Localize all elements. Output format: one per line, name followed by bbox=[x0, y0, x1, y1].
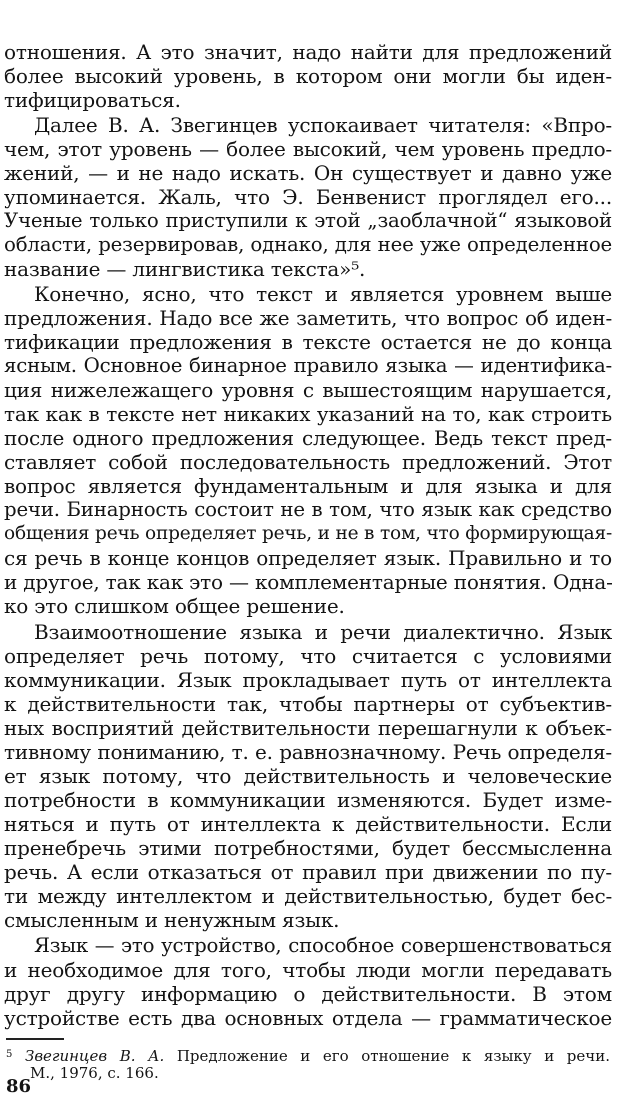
text-line: ных восприятий действительности перешагнули к объек- bbox=[4, 716, 612, 740]
text-line: тификации предложения в тексте остается не до конца bbox=[4, 330, 612, 354]
text-line: название — лингвистика текста»⁵. bbox=[4, 257, 366, 281]
text-line: пренебречь этими потребностями, будет бессмысленна bbox=[4, 836, 612, 860]
text-line: ет язык потому, что действительность и человеческие bbox=[4, 764, 612, 788]
text-line: ти между интеллектом и действительностью, будет бес- bbox=[4, 884, 612, 908]
text-line: устройстве есть два основных отдела — грамматическое bbox=[4, 1006, 612, 1030]
text-line: Ученые только приступили к этой „заоблачной“ языковой bbox=[4, 209, 612, 232]
text-line: Взаимоотношение языка и речи диалектично. Язык bbox=[34, 620, 612, 644]
text-line: смысленным и ненужным язык. bbox=[4, 908, 340, 932]
text-line: ция нижележащего уровня с вышестоящим нарушается, bbox=[4, 378, 612, 402]
text-line: тивному пониманию, т. е. равнозначному. Речь определя- bbox=[4, 740, 612, 764]
text-line: упоминается. Жаль, что Э. Бенвенист проглядел его... bbox=[4, 185, 612, 209]
text-line: ся речь в конце концов определяет язык. Правильно и то bbox=[4, 546, 612, 570]
text-line: тифицироваться. bbox=[4, 88, 181, 112]
text-line: определяет речь потому, что считается с условиями bbox=[4, 644, 612, 668]
text-line: речи. Бинарность состоит не в том, что язык как средство bbox=[4, 498, 612, 521]
text-line: коммуникации. Язык прокладывает путь от интеллекта bbox=[4, 668, 612, 692]
footnote bbox=[6, 1046, 610, 1065]
text-line: общения речь определяет речь, и не в том, что формирующая- bbox=[4, 523, 612, 544]
text-line: к действительности так, чтобы партнеры от субъектив- bbox=[4, 692, 612, 716]
text-line: чем, этот уровень — более высокий, чем уровень предло- bbox=[4, 137, 612, 161]
text-line: речь. А если отказаться от правил при движении по пу- bbox=[4, 860, 612, 884]
text-line: жений, — и не надо искать. Он существует и давно уже bbox=[4, 161, 612, 185]
text-line: так как в тексте нет никаких указаний на то, как строить bbox=[4, 402, 612, 426]
text-line: и другое, так как это — комплементарные понятия. Одна- bbox=[4, 570, 613, 594]
footnote-continuation: М., 1976, с. 166. bbox=[30, 1064, 159, 1082]
text-line: после одного предложения следующее. Ведь текст пред- bbox=[4, 426, 612, 450]
text-line: ко это слишком общее решение. bbox=[4, 594, 345, 618]
text-line: отношения. А это значит, надо найти для предложений bbox=[4, 40, 612, 64]
text-line: потребности в коммуникации изменяются. Будет изме- bbox=[4, 788, 612, 812]
footnote-text: Предложение и его отношение к языку и речи. bbox=[176, 1047, 610, 1065]
footnote-number: 5 bbox=[6, 1049, 13, 1060]
text-line: Язык — это устройство, способное совершенствоваться bbox=[34, 934, 612, 957]
page-number: 86 bbox=[6, 1076, 32, 1097]
text-line: вопрос является фундаментальным и для языка и для bbox=[4, 474, 612, 498]
text-line: предложения. Надо все же заметить, что вопрос об иден- bbox=[4, 306, 612, 330]
text-line: Далее В. А. Звегинцев успокаивает читателя: «Впро- bbox=[34, 113, 612, 137]
text-line: более высокий уровень, в котором они могли бы иден- bbox=[4, 64, 612, 88]
text-line: няться и путь от интеллекта к действительности. Если bbox=[4, 812, 612, 836]
text-line: Конечно, ясно, что текст и является уровнем выше bbox=[34, 282, 612, 306]
text-line: друг другу информацию о действительности. В этом bbox=[4, 982, 612, 1006]
footnote-rule bbox=[6, 1038, 64, 1040]
text-line: и необходимое для того, чтобы люди могли передавать bbox=[4, 958, 612, 982]
text-line: ясным. Основное бинарное правило языка — идентифика- bbox=[4, 354, 612, 377]
footnote-author: Звегинцев В. А. bbox=[24, 1047, 165, 1065]
text-line: области, резервировав, однако, для нее уже определенное bbox=[4, 233, 612, 256]
text-line: ставляет собой последовательность предложений. Этот bbox=[4, 450, 612, 474]
